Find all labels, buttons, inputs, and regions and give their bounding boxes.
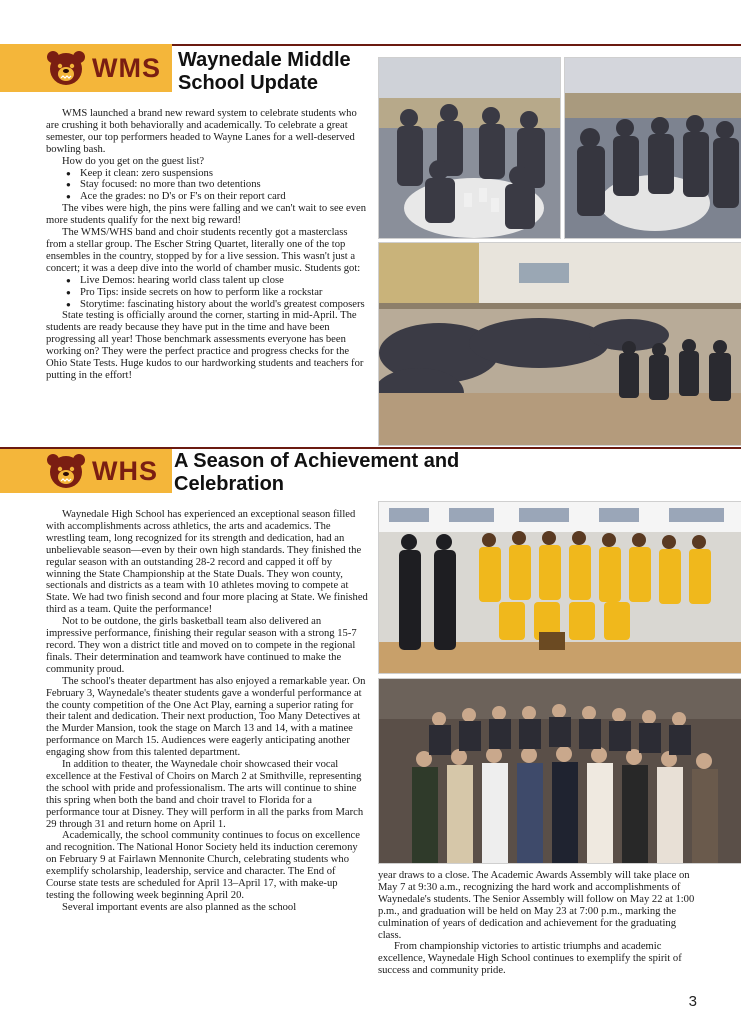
whs-paragraph: Several important events are also planned as the school: [62, 901, 297, 913]
wms-guest-list: [46, 168, 368, 204]
wms-logo-text: WMS: [92, 52, 161, 83]
wms-headline: Waynedale Middle School Update: [178, 49, 351, 94]
whs-headline: A Season of Achievement and Celebration: [174, 450, 460, 495]
list-item: ● Live Demos: hearing world class talent up close: [70, 275, 368, 287]
whs-article-col2: [378, 870, 700, 977]
whs-article-col1: [46, 509, 368, 914]
wms-logo: [46, 49, 161, 87]
wms-paragraph: The vibes were high, the pins were falling and we can't wait to see even more students qualify for the next big reward!: [46, 203, 367, 227]
wms-session-list: [46, 275, 368, 311]
list-item: ● Storytime: fascinating history about the world's greatest composers: [70, 299, 368, 311]
wms-paragraph: How do you get on the guest list?: [62, 155, 205, 167]
list-item: ● Keep it clean: zero suspensions: [70, 168, 368, 180]
whs-paragraph: Waynedale High School has experienced an exceptional season filled with accomplishments across athletics, the arts and academics. The wrestling team, long recognized for its strength and dedication, had an unbelievable season—even by their own high standards. They finished the regular season with an outstanding 28-2 record and capped it off by winning the State Championship at the State Duals. They won county, sectionals and districts as a team with 10 athletes moving to compete at State. We had two finish second and four more placing at State. We finished third as a team. Quite the performance!: [46, 509, 368, 616]
girls-basketball-team-photo: [378, 501, 741, 674]
whs-paragraph: Academically, the school community continues to focus on excellence and recognition. The National Honor Society held its induction ceremony on February 9 at Fairlawn Mennonite Church, celebrating students who exemplify scholarship, leadership, service and character. The End of Course state tests are scheduled for April 13–April 17, with make-up testing the following week beginning April 20.: [46, 830, 360, 901]
bowling-photo-group: [564, 57, 741, 239]
string-quartet-photo: [378, 242, 741, 446]
wms-paragraph: State testing is officially around the corner, starting in mid-April. The students are ready because they have put in the time and have been progressing all year! Those benchmark assessments everyone has been working on? They were the perfect practice and progress checks for the Ohio State Tests. Huge kudos to our hardworking students and teachers for putting in the effort!: [46, 310, 364, 381]
page-number: 3: [688, 993, 697, 1010]
list-item: ● Pro Tips: inside secrets on how to perform like a rockstar: [70, 287, 368, 299]
whs-logo: [46, 452, 158, 490]
whs-paragraph: Not to be outdone, the girls basketball team also delivered an impressive performance, finishing their regular season with a strong 15-7 record. They won a district title and moved on to compete in the regional finals. Their determination and teamwork have continued to make the community proud.: [46, 616, 357, 675]
honor-society-group-photo: [378, 678, 741, 864]
whs-paragraph: year draws to a close. The Academic Awards Assembly will take place on May 7 at 9:30 a.m., recognizing the hard work and accomplishments of Waynedale's students. The Senior Assembly will follow on May 22 at 1:00 p.m., and graduation will be held on May 23 at 7:00 p.m., marking the culmination of years of dedication and achievement for the graduating class.: [378, 870, 695, 941]
wms-paragraph: WMS launched a brand new reward system to celebrate students who are crushing it both behaviorally and academically. To celebrate a great semester, our top performers headed to Wayne Lanes for a well-deserved bowling bash.: [46, 108, 357, 155]
bear-mascot-icon: [46, 452, 86, 490]
whs-paragraph: In addition to theater, the Waynedale choir showcased their vocal excellence at the Festival of Choirs on March 2 at Smithville, representing the school with pride and professionalism. The arts will continue to shine this spring when both the band and choir travel to Florida for a performance tour at Disney. They will perform in all the parks from March 29 through 31 and return home on April 1.: [46, 759, 364, 830]
list-item: ● Stay focused: no more than two detentions: [70, 179, 368, 191]
bowling-photo-students-table: [378, 57, 561, 239]
wms-paragraph: The WMS/WHS band and choir students recently got a masterclass from a stellar group. The Escher String Quartet, literally one of the top ensembles in the country, stopped by for a live session. This wasn't just a concert; it was a deep dive into the world of chamber music. Students got:: [46, 227, 361, 274]
bear-mascot-icon: [46, 49, 86, 87]
whs-paragraph: From championship victories to artistic triumphs and academic excellence, Waynedale High School continues to exemplify the spirit of success and community pride.: [378, 941, 682, 977]
list-item: ● Ace the grades: no D's or F's on their report card: [70, 191, 368, 203]
whs-paragraph: The school's theater department has also enjoyed a remarkable year. On February 3, Waynedale's theater students gave a wonderful performance at the county competition of the One Act Play, earning a superior rating for their talent and dedication. Their next production, Too Many Detectives at the Murder Mansion, took the stage on March 13 and 14, with a matinee performance on March 15. Audiences were eagerly anticipating another engaging show from this talented department.: [46, 675, 366, 759]
whs-header-rule: [0, 447, 741, 449]
whs-logo-text: WHS: [92, 455, 158, 486]
wms-header-rule: [172, 44, 741, 46]
wms-article: [46, 108, 368, 382]
